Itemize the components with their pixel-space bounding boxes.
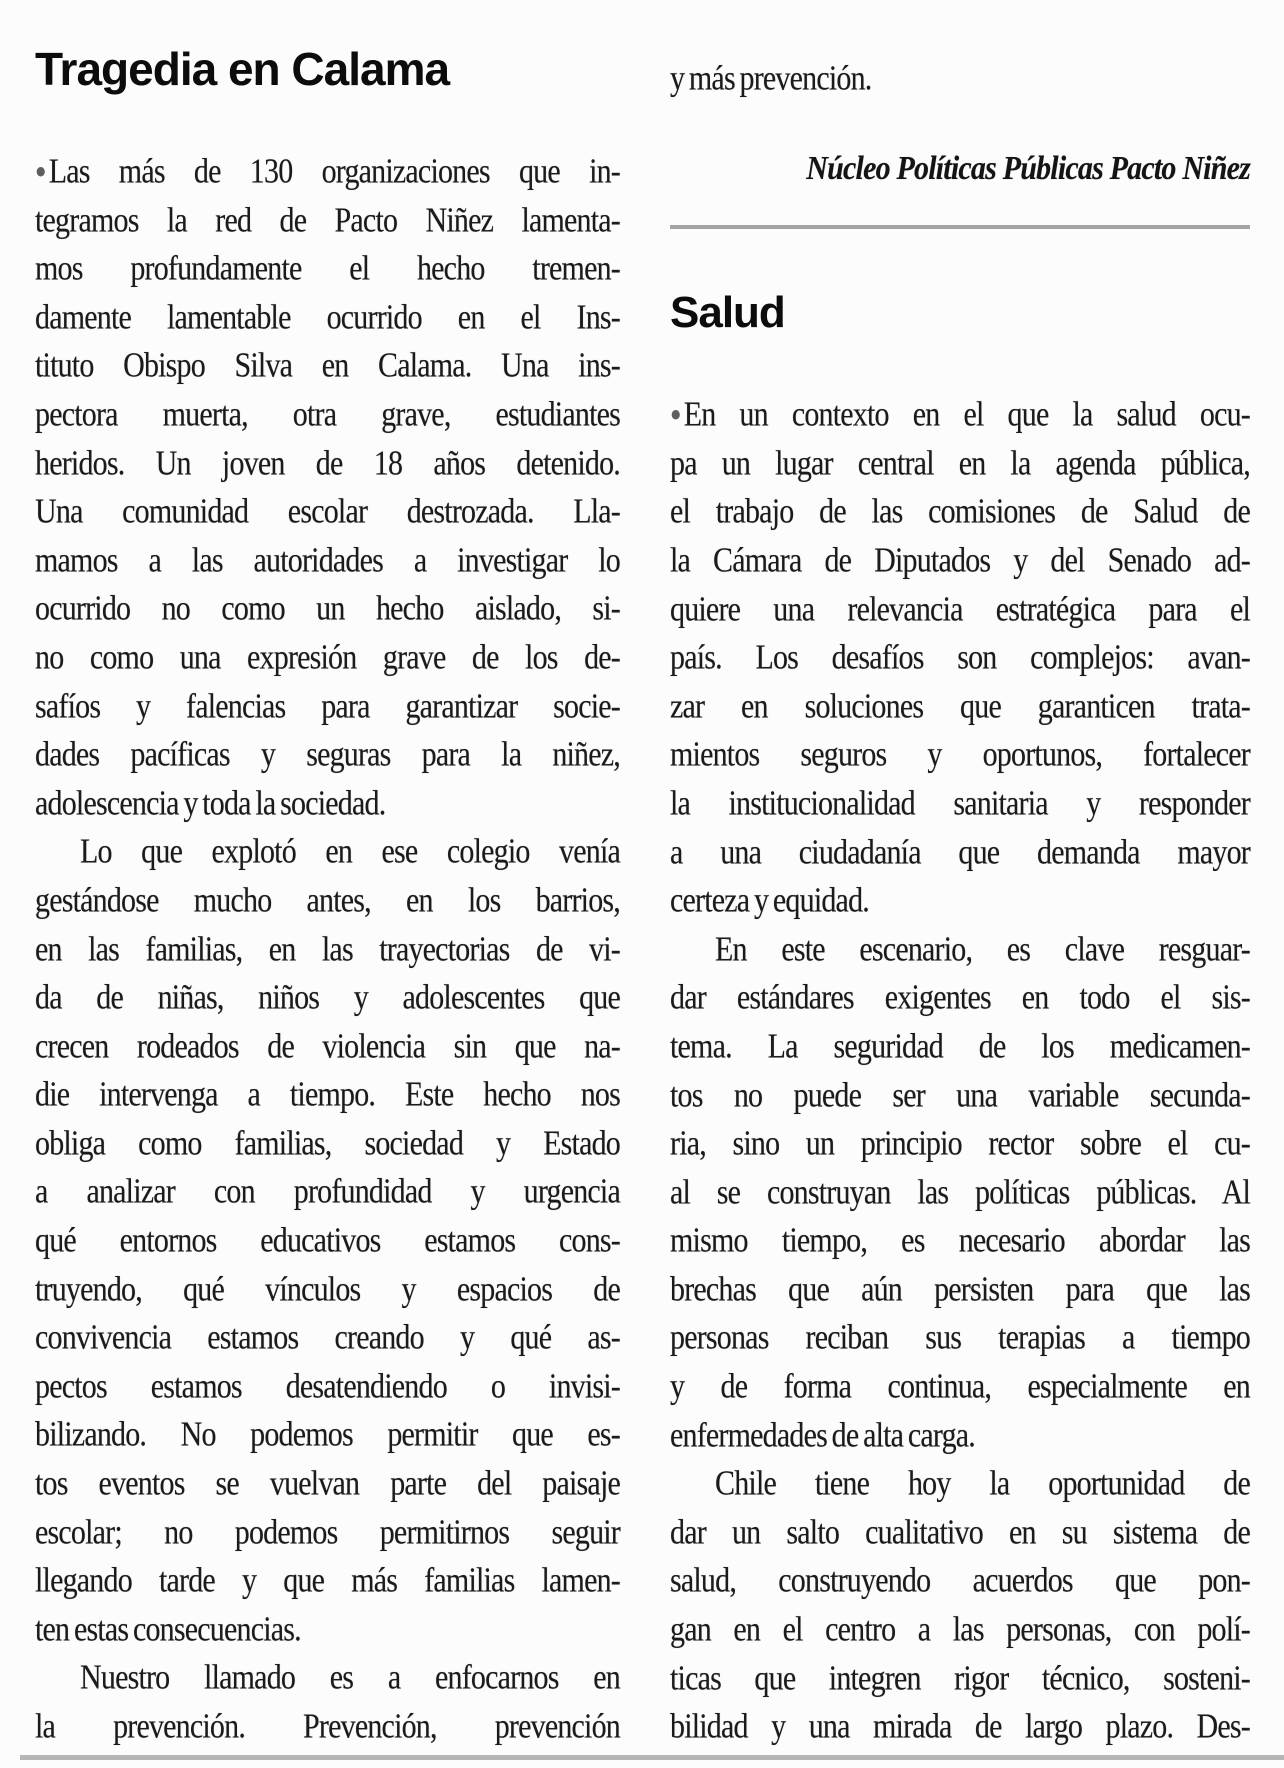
text-line: zar en soluciones que garanticen trata-	[670, 686, 1250, 726]
text-line: en las familias, en las trayectorias de vi-	[35, 929, 620, 969]
text-line: ocurrido no como un hecho aislado, si-	[35, 589, 620, 628]
text-line: Una comunidad escolar destrozada. Lla-	[35, 492, 620, 531]
text-line: dar estándares exigentes en todo el sis-	[670, 978, 1250, 1017]
text-line: die intervenga a tiempo. Este hecho nos	[35, 1075, 620, 1114]
text-line: escolar; no podemos permitirnos seguir	[35, 1512, 620, 1552]
paragraph	[670, 926, 1250, 1461]
text-line: a una ciudadanía que demanda mayor	[670, 832, 1250, 872]
text-line: truyendo, qué vínculos y espacios de	[35, 1269, 620, 1309]
article-byline: Núcleo Políticas Públicas Pacto Niñez	[806, 149, 1250, 187]
text-line: mientos seguros y oportunos, fortalecer	[670, 735, 1250, 774]
text-line: adolescencia y toda la sociedad.	[35, 783, 386, 823]
text-line: quiere una relevancia estratégica para el	[670, 589, 1250, 629]
text-line: y de forma continua, especialmente en	[670, 1367, 1250, 1406]
text-line: y más prevención.	[670, 59, 872, 98]
text-line: el trabajo de las comisiones de Salud de	[670, 492, 1250, 531]
text-line: la prevención. Prevención, prevención	[35, 1707, 620, 1746]
text-line: la institucionalidad sanitaria y responder	[670, 784, 1250, 823]
text-line: safíos y falencias para garantizar socie-	[35, 686, 620, 726]
text-line: Nuestro llamado es a enfocarnos en	[80, 1658, 620, 1697]
section-headline: Salud	[670, 288, 785, 338]
text-line: certeza y equidad.	[670, 881, 869, 920]
text-line: gan en el centro a las personas, con polí-	[670, 1610, 1250, 1649]
text-line: tegramos la red de Pacto Niñez lamenta-	[35, 200, 620, 240]
text-line: da de niñas, niños y adolescentes que	[35, 978, 620, 1017]
paragraph	[35, 828, 620, 1654]
right-column-body	[670, 391, 1250, 1752]
text-line: llegando tarde y que más familias lamen-	[35, 1561, 620, 1600]
page-bottom-rule	[20, 1755, 1284, 1760]
text-line: gestándose mucho antes, en los barrios,	[35, 881, 620, 920]
text-line: mismo tiempo, es necesario abordar las	[670, 1221, 1250, 1260]
text-line: ● En un contexto en el que la salud ocu-	[670, 387, 1250, 443]
paragraph	[670, 55, 1250, 104]
text-line: Lo que explotó en ese colegio venía	[80, 832, 620, 871]
text-line: país. Los desafíos son complejos: avan-	[670, 638, 1250, 677]
text-line: a analizar con profundidad y urgencia	[35, 1172, 620, 1211]
paragraph	[35, 148, 620, 828]
text-line: bilizando. No podemos permitir que es-	[35, 1415, 620, 1454]
text-line: obliga como familias, sociedad y Estado	[35, 1124, 620, 1163]
left-column	[35, 45, 620, 1752]
text-line: personas reciban sus terapias a tiempo	[670, 1318, 1250, 1357]
article-continuation	[670, 55, 1250, 104]
text-line: bilidad y una mirada de largo plazo. Des-	[670, 1707, 1250, 1746]
text-line: pectora muerta, otra grave, estudiantes	[35, 395, 620, 434]
paragraph	[35, 1654, 620, 1751]
text-line: damente lamentable ocurrido en el Ins-	[35, 298, 620, 337]
text-line: pectos estamos desatendiendo o invisi-	[35, 1367, 620, 1406]
text-line: al se construyan las políticas públicas. Al	[670, 1172, 1250, 1212]
text-line: ten estas consecuencias.	[35, 1610, 301, 1649]
text-line: salud, construyendo acuerdos que pon-	[670, 1561, 1250, 1600]
text-line: no como una expresión grave de los de-	[35, 638, 620, 677]
text-line: crecen rodeados de violencia sin que na-	[35, 1026, 620, 1066]
paragraph	[670, 1460, 1250, 1752]
text-line: tos eventos se vuelvan parte del paisaje	[35, 1464, 620, 1503]
section-divider-rule	[670, 225, 1250, 229]
article-headline: Tragedia en Calama	[35, 43, 450, 95]
text-line: tituto Obispo Silva en Calama. Una ins-	[35, 346, 620, 385]
left-column-body	[35, 148, 620, 1752]
text-line: pa un lugar central en la agenda pública,	[670, 444, 1250, 483]
text-line: brechas que aún persisten para que las	[670, 1270, 1250, 1309]
paragraph	[670, 391, 1250, 926]
text-line: ria, sino un principio rector sobre el cu-	[670, 1124, 1250, 1163]
text-line: heridos. Un joven de 18 años detenido.	[35, 443, 620, 483]
text-line: convivencia estamos creando y qué as-	[35, 1318, 620, 1357]
text-line: Chile tiene hoy la oportunidad de	[715, 1464, 1250, 1503]
text-line: dar un salto cualitativo en su sistema de	[670, 1513, 1250, 1552]
text-line: enfermedades de alta carga.	[670, 1415, 975, 1455]
text-line: ● Las más de 130 organizaciones que in-	[35, 144, 620, 200]
text-line: ticas que integren rigor técnico, sosteni-	[670, 1658, 1250, 1698]
text-line: la Cámara de Diputados y del Senado ad-	[670, 541, 1250, 580]
bullet-icon: ●	[35, 159, 46, 184]
text-line: tos no puede ser una variable secunda-	[670, 1075, 1250, 1115]
text-line: En este escenario, es clave resguar-	[715, 929, 1250, 969]
text-line: qué entornos educativos estamos cons-	[35, 1221, 620, 1260]
right-column	[670, 55, 1250, 1752]
text-line: mos profundamente el hecho tremen-	[35, 249, 620, 288]
text-line: tema. La seguridad de los medicamen-	[670, 1027, 1250, 1066]
text-line: dades pacíficas y seguras para la niñez,	[35, 735, 620, 774]
bullet-icon: ●	[670, 402, 681, 427]
text-line: mamos a las autoridades a investigar lo	[35, 540, 620, 580]
